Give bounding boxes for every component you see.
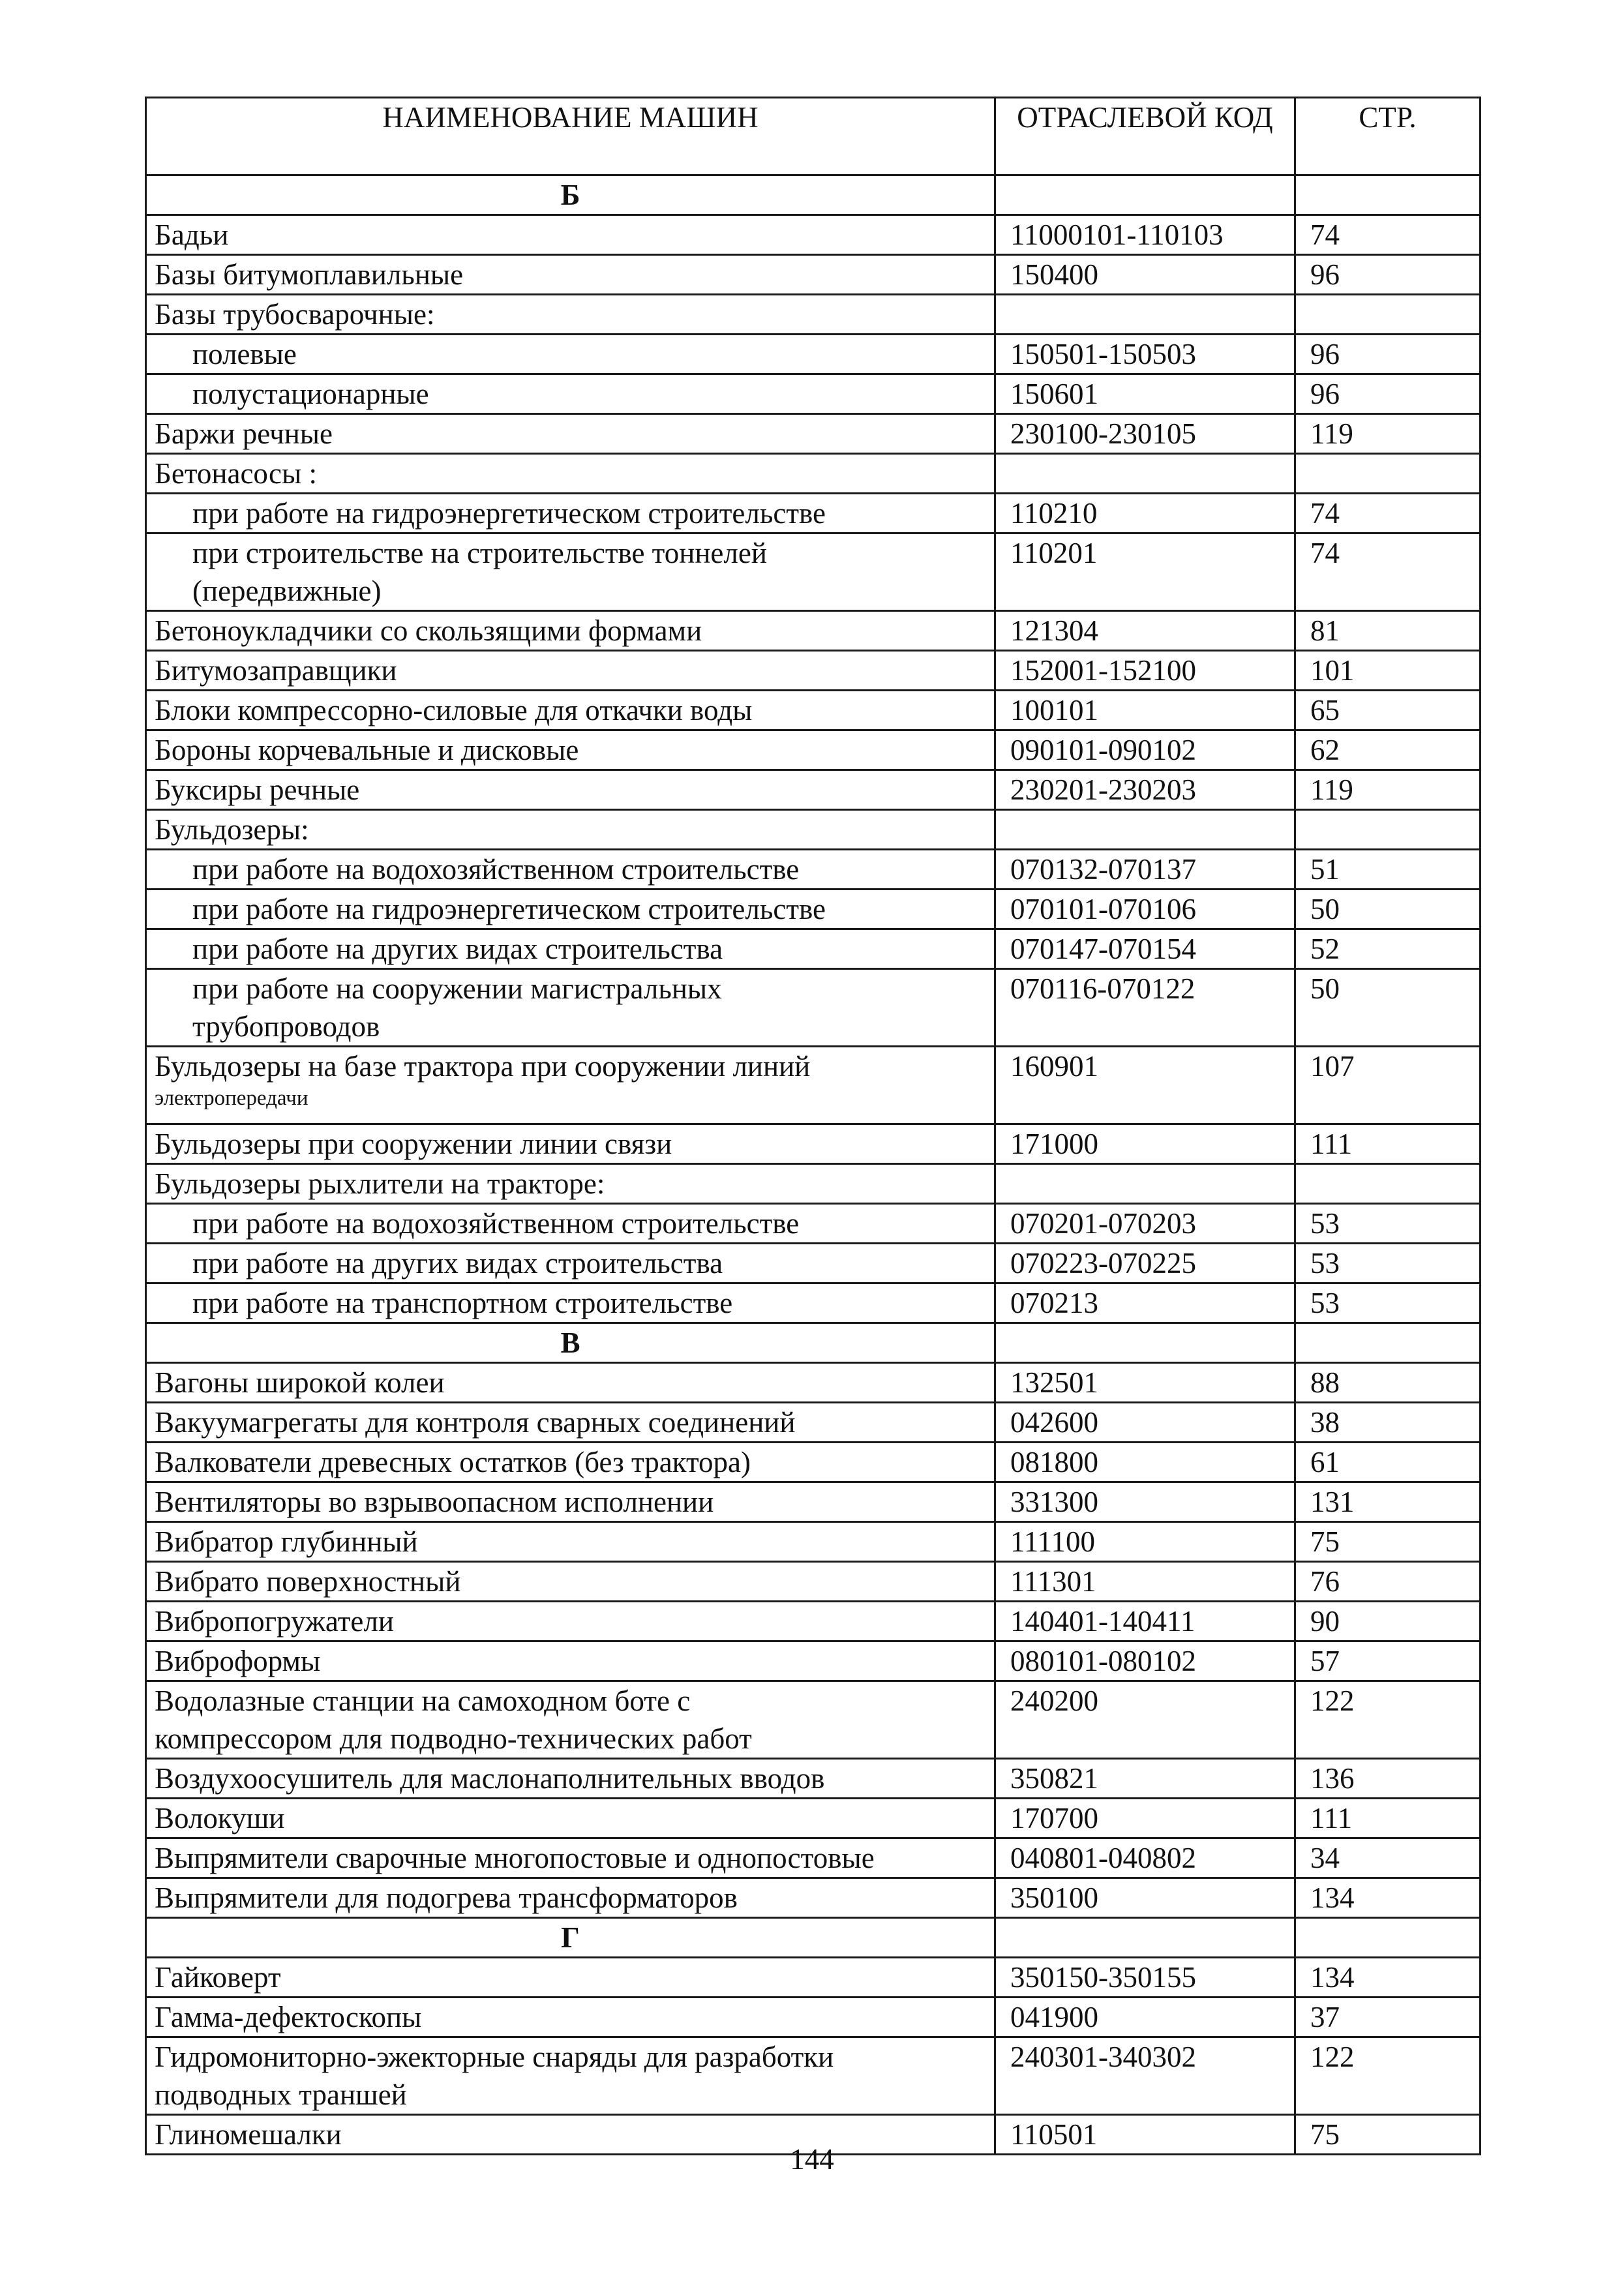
page-ref: 53	[1295, 1283, 1481, 1323]
industry-code: 140401-140411	[995, 1602, 1295, 1641]
industry-code: 170700	[995, 1799, 1295, 1838]
machine-name-text: Бульдозеры рыхлители на тракторе:	[155, 1167, 605, 1200]
machine-name	[146, 215, 995, 255]
table-row	[146, 2037, 1481, 2115]
machine-name-text: Гамма-дефектоскопы	[155, 2001, 422, 2033]
machine-index-table	[145, 97, 1481, 2155]
table-row	[146, 295, 1481, 335]
machine-name-continuation: компрессором для подводно-технических работ	[155, 1722, 752, 1755]
machine-name	[146, 890, 995, 929]
page-ref: 76	[1295, 1562, 1481, 1602]
industry-code: 041900	[995, 1998, 1295, 2037]
industry-code	[995, 454, 1295, 494]
industry-code	[995, 1323, 1295, 1363]
table-row	[146, 1403, 1481, 1443]
table-row	[146, 494, 1481, 533]
page-ref	[1295, 454, 1481, 494]
industry-code: 111100	[995, 1522, 1295, 1562]
table-row	[146, 929, 1481, 969]
machine-name	[146, 1681, 995, 1759]
machine-name-text: Баржи речные	[155, 417, 333, 450]
table-row	[146, 1681, 1481, 1759]
machine-name-text: Бадьи	[155, 218, 229, 251]
machine-name	[146, 414, 995, 454]
machine-name-text: Базы битумоплавильные	[155, 258, 464, 291]
table-row	[146, 335, 1481, 374]
machine-name-text: Вагоны широкой колеи	[155, 1366, 445, 1399]
machine-name	[146, 929, 995, 969]
machine-name	[146, 691, 995, 730]
machine-name-text: Воздухоосушитель для маслонаполнительных вводов	[155, 1762, 825, 1795]
page-ref: 50	[1295, 890, 1481, 929]
machine-name-text: при работе на других видах строительства	[192, 1247, 723, 1280]
page-ref: 81	[1295, 611, 1481, 651]
table-row	[146, 1878, 1481, 1918]
page-ref: 51	[1295, 850, 1481, 890]
industry-code: 350821	[995, 1759, 1295, 1799]
machine-name-text: Гидромониторно-эжекторные снаряды для разработки	[155, 2041, 834, 2073]
table-row	[146, 611, 1481, 651]
machine-name	[146, 651, 995, 691]
section-letter	[146, 1323, 995, 1363]
page-ref: 74	[1295, 494, 1481, 533]
page-ref	[1295, 810, 1481, 850]
industry-code: 110201	[995, 533, 1295, 611]
table-row	[146, 1998, 1481, 2037]
machine-name	[146, 611, 995, 651]
machine-name	[146, 770, 995, 810]
page-ref: 53	[1295, 1244, 1481, 1283]
page-ref: 119	[1295, 770, 1481, 810]
table-row	[146, 1283, 1481, 1323]
industry-code: 070116-070122	[995, 969, 1295, 1047]
machine-name-text: Водолазные станции на самоходном боте с	[155, 1685, 691, 1717]
machine-name	[146, 1164, 995, 1204]
table-row	[146, 651, 1481, 691]
page-ref: 34	[1295, 1838, 1481, 1878]
machine-name	[146, 810, 995, 850]
machine-name	[146, 1602, 995, 1641]
industry-code	[995, 295, 1295, 335]
industry-code: 070101-070106	[995, 890, 1295, 929]
industry-code: 150601	[995, 374, 1295, 414]
table-row	[146, 691, 1481, 730]
page-ref: 134	[1295, 1878, 1481, 1918]
machine-name	[146, 1363, 995, 1403]
machine-name-continuation: электропередачи	[155, 1086, 308, 1110]
machine-name-text: Вакуумагрегаты для контроля сварных соединений	[155, 1406, 796, 1439]
industry-code: 081800	[995, 1443, 1295, 1482]
page-ref: 111	[1295, 1799, 1481, 1838]
letter-section-row	[146, 1918, 1481, 1958]
machine-name-text: Глиномешалки	[155, 2118, 342, 2151]
machine-name	[146, 1838, 995, 1878]
page-ref: 134	[1295, 1958, 1481, 1998]
machine-name-text: Битумозаправщики	[155, 654, 397, 687]
table-row	[146, 1522, 1481, 1562]
industry-code: 121304	[995, 611, 1295, 651]
machine-name-text: Б	[560, 179, 580, 211]
section-letter	[146, 1918, 995, 1958]
industry-code: 070132-070137	[995, 850, 1295, 890]
machine-name-text: Бороны корчевальные и дисковые	[155, 734, 579, 766]
machine-name-text: при работе на водохозяйственном строительстве	[192, 1207, 800, 1240]
table-row	[146, 810, 1481, 850]
page-ref: 131	[1295, 1482, 1481, 1522]
page-ref: 52	[1295, 929, 1481, 969]
table-row	[146, 1602, 1481, 1641]
machine-name	[146, 1403, 995, 1443]
industry-code: 100101	[995, 691, 1295, 730]
machine-name	[146, 1047, 995, 1124]
table-row	[146, 1363, 1481, 1403]
machine-name	[146, 1522, 995, 1562]
letter-section-row	[146, 175, 1481, 215]
industry-code: 110210	[995, 494, 1295, 533]
industry-code: 350100	[995, 1878, 1295, 1918]
table-row	[146, 414, 1481, 454]
table-row	[146, 1958, 1481, 1998]
industry-code: 080101-080102	[995, 1641, 1295, 1681]
page-ref: 88	[1295, 1363, 1481, 1403]
page-ref: 74	[1295, 533, 1481, 611]
page-ref: 96	[1295, 255, 1481, 295]
page-ref: 61	[1295, 1443, 1481, 1482]
header-name: НАИМЕНОВАНИЕ МАШИН	[146, 98, 995, 175]
industry-code: 111301	[995, 1562, 1295, 1602]
table-row	[146, 454, 1481, 494]
page-number: 144	[790, 2143, 834, 2176]
table-row	[146, 1204, 1481, 1244]
industry-code: 090101-090102	[995, 730, 1295, 770]
machine-name-text: Блоки компрессорно-силовые для откачки воды	[155, 694, 753, 726]
machine-name-text: Волокуши	[155, 1802, 285, 1834]
table-row	[146, 1164, 1481, 1204]
table-row	[146, 1124, 1481, 1164]
table-row	[146, 1799, 1481, 1838]
page-ref: 50	[1295, 969, 1481, 1047]
table-row	[146, 1562, 1481, 1602]
page-ref	[1295, 1164, 1481, 1204]
machine-name-text: Г	[561, 1921, 580, 1954]
page-ref: 111	[1295, 1124, 1481, 1164]
table-row	[146, 533, 1481, 611]
machine-name-text: Вентиляторы во взрывоопасном исполнении	[155, 1486, 714, 1518]
page-ref: 57	[1295, 1641, 1481, 1681]
machine-name	[146, 1998, 995, 2037]
page-ref: 62	[1295, 730, 1481, 770]
industry-code: 230100-230105	[995, 414, 1295, 454]
machine-name-text: Выпрямители сварочные многопостовые и однопостовые	[155, 1842, 875, 1874]
machine-name-text: Бульдозеры на базе трактора при сооружении линий	[155, 1050, 811, 1083]
industry-code	[995, 175, 1295, 215]
machine-name-text: Валкователи древесных остатков (без трактора)	[155, 1446, 751, 1478]
page-ref	[1295, 1918, 1481, 1958]
machine-name	[146, 730, 995, 770]
machine-name	[146, 1878, 995, 1918]
industry-code: 070213	[995, 1283, 1295, 1323]
machine-name	[146, 255, 995, 295]
table-body	[146, 175, 1481, 2155]
table-row	[146, 1641, 1481, 1681]
machine-name-text: полустационарные	[192, 378, 429, 410]
machine-name-text: Вибропогружатели	[155, 1605, 394, 1638]
table-row	[146, 1759, 1481, 1799]
machine-name	[146, 1283, 995, 1323]
page-ref: 107	[1295, 1047, 1481, 1124]
section-letter	[146, 175, 995, 215]
page-ref: 38	[1295, 1403, 1481, 1443]
table-row	[146, 850, 1481, 890]
header-page: СТР.	[1295, 98, 1481, 175]
industry-code: 160901	[995, 1047, 1295, 1124]
machine-name	[146, 1482, 995, 1522]
page-ref: 90	[1295, 1602, 1481, 1641]
machine-name	[146, 1562, 995, 1602]
industry-code: 240200	[995, 1681, 1295, 1759]
industry-code	[995, 1918, 1295, 1958]
table-row	[146, 1047, 1481, 1124]
industry-code: 331300	[995, 1482, 1295, 1522]
machine-name	[146, 1759, 995, 1799]
table-row	[146, 1244, 1481, 1283]
machine-name	[146, 1799, 995, 1838]
machine-name	[146, 1958, 995, 1998]
letter-section-row	[146, 1323, 1481, 1363]
table-row	[146, 730, 1481, 770]
industry-code: 070147-070154	[995, 929, 1295, 969]
machine-name-text: Бульдозеры при сооружении линии связи	[155, 1128, 672, 1160]
page-ref: 122	[1295, 2037, 1481, 2115]
industry-code: 040801-040802	[995, 1838, 1295, 1878]
machine-name-text: при строительстве на строительстве тоннелей	[192, 537, 767, 569]
machine-name	[146, 1204, 995, 1244]
machine-name	[146, 1641, 995, 1681]
page-ref: 53	[1295, 1204, 1481, 1244]
machine-name	[146, 969, 995, 1047]
industry-code: 070201-070203	[995, 1204, 1295, 1244]
table-row	[146, 1838, 1481, 1878]
industry-code: 152001-152100	[995, 651, 1295, 691]
machine-name	[146, 1443, 995, 1482]
machine-name	[146, 850, 995, 890]
industry-code: 110501	[995, 2115, 1295, 2155]
machine-name	[146, 1124, 995, 1164]
machine-name-continuation: подводных траншей	[155, 2078, 407, 2111]
page-ref: 136	[1295, 1759, 1481, 1799]
table-row	[146, 770, 1481, 810]
industry-code	[995, 1164, 1295, 1204]
page-ref: 74	[1295, 215, 1481, 255]
industry-code: 350150-350155	[995, 1958, 1295, 1998]
industry-code: 230201-230203	[995, 770, 1295, 810]
machine-name	[146, 1244, 995, 1283]
machine-name	[146, 374, 995, 414]
table-header-row	[146, 98, 1481, 175]
page-ref	[1295, 175, 1481, 215]
industry-code: 070223-070225	[995, 1244, 1295, 1283]
machine-name-text: Бульдозеры:	[155, 813, 309, 846]
machine-name-text: Гайковерт	[155, 1961, 281, 1994]
page-ref: 96	[1295, 335, 1481, 374]
machine-name	[146, 295, 995, 335]
table-row	[146, 374, 1481, 414]
machine-name-text: при работе на гидроэнергетическом строительстве	[192, 893, 826, 925]
machine-name-text: Выпрямители для подогрева трансформаторов	[155, 1881, 738, 1914]
machine-name-text: Базы трубосварочные:	[155, 298, 435, 331]
page-ref: 119	[1295, 414, 1481, 454]
table-row	[146, 1482, 1481, 1522]
industry-code: 042600	[995, 1403, 1295, 1443]
industry-code: 240301-340302	[995, 2037, 1295, 2115]
machine-name-text: при работе на транспортном строительстве	[192, 1287, 733, 1319]
table-row	[146, 969, 1481, 1047]
table-row	[146, 1443, 1481, 1482]
page-ref: 65	[1295, 691, 1481, 730]
industry-code: 11000101-110103	[995, 215, 1295, 255]
table-row	[146, 215, 1481, 255]
machine-name-text: при работе на сооружении магистральных	[192, 972, 722, 1005]
machine-name-text: Вибрато поверхностный	[155, 1565, 461, 1598]
machine-name-text: Буксиры речные	[155, 773, 360, 806]
machine-name-continuation: трубопроводов	[192, 1010, 380, 1043]
industry-code: 132501	[995, 1363, 1295, 1403]
machine-name-text: полевые	[192, 338, 297, 370]
page-ref: 96	[1295, 374, 1481, 414]
machine-name	[146, 494, 995, 533]
header-code: ОТРАСЛЕВОЙ КОД	[995, 98, 1295, 175]
industry-code: 150400	[995, 255, 1295, 295]
table-row	[146, 890, 1481, 929]
machine-name	[146, 533, 995, 611]
machine-name	[146, 335, 995, 374]
page-ref: 75	[1295, 1522, 1481, 1562]
page-ref: 75	[1295, 2115, 1481, 2155]
machine-name-text: В	[560, 1326, 580, 1359]
machine-name-continuation: (передвижные)	[192, 575, 382, 607]
machine-name-text: при работе на водохозяйственном строительстве	[192, 853, 800, 886]
machine-name-text: при работе на других видах строительства	[192, 933, 723, 965]
machine-name-text: Бетонасосы :	[155, 457, 317, 490]
page-ref	[1295, 295, 1481, 335]
machine-name-text: Бетоноукладчики со скользящими формами	[155, 614, 702, 647]
industry-code	[995, 810, 1295, 850]
page-ref: 122	[1295, 1681, 1481, 1759]
machine-name	[146, 2037, 995, 2115]
machine-name	[146, 454, 995, 494]
page-ref	[1295, 1323, 1481, 1363]
industry-code: 171000	[995, 1124, 1295, 1164]
machine-name-text: Виброформы	[155, 1645, 321, 1677]
industry-code: 150501-150503	[995, 335, 1295, 374]
machine-name-text: при работе на гидроэнергетическом строительстве	[192, 497, 826, 530]
page-ref: 101	[1295, 651, 1481, 691]
table-row	[146, 255, 1481, 295]
machine-name-text: Вибратор глубинный	[155, 1525, 418, 1558]
page-ref: 37	[1295, 1998, 1481, 2037]
